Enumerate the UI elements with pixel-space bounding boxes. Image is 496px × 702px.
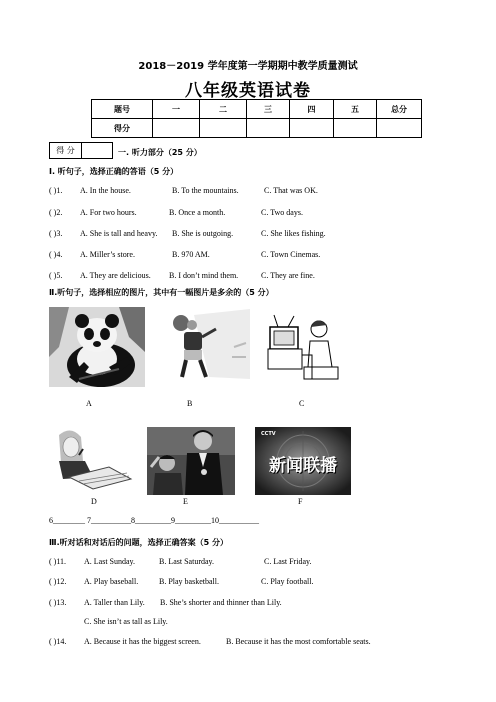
picture-caption: E xyxy=(183,497,188,506)
medal-winners-picture xyxy=(147,427,235,495)
exam-title: 2018－2019 学年度第一学期期中教学质量测试 xyxy=(138,61,358,72)
option-b: B. I don’t mind them. xyxy=(169,271,239,280)
score-table-cell: 四 xyxy=(290,100,334,119)
question-number[interactable]: ( )2. xyxy=(49,208,63,217)
section2-title: Ⅱ.听句子，选择相应的图片，其中有一幅图片是多余的（5 分） xyxy=(49,288,274,297)
option-a: A. Taller than Lily. xyxy=(84,598,145,607)
question-number[interactable]: ( )12. xyxy=(49,577,67,586)
score-box xyxy=(49,142,113,159)
score-table-cell: 三 xyxy=(247,100,290,119)
score-table-cell: 题号 xyxy=(92,100,153,119)
score-table-score-row xyxy=(92,119,422,138)
option-c: C. That was OK. xyxy=(264,186,318,195)
question-number[interactable]: ( )11. xyxy=(49,557,67,566)
news-broadcast-picture xyxy=(255,427,351,495)
score-input-cell[interactable] xyxy=(377,119,422,138)
option-c: C. Play football. xyxy=(261,577,314,586)
score-table-cell: 得分 xyxy=(92,119,153,138)
option-b: B. Once a month. xyxy=(169,208,226,217)
basketball-boy-picture xyxy=(154,307,250,387)
question-number[interactable]: ( )4. xyxy=(49,250,63,259)
part1-title: 一. 听力部分（25 分） xyxy=(118,148,202,157)
score-table xyxy=(91,99,422,138)
score-input-cell[interactable] xyxy=(290,119,334,138)
option-a: A. Play baseball. xyxy=(84,577,139,586)
answer-blanks[interactable]: 6________ 7__________8_________9_________10__________ xyxy=(49,516,259,525)
option-b: B. To the mountains. xyxy=(172,186,239,195)
option-a: A. For two hours. xyxy=(80,208,137,217)
option-a: A. Because it has the biggest screen. xyxy=(84,637,201,646)
woman-tv-picture xyxy=(264,307,344,387)
picture-caption: B xyxy=(187,399,193,408)
question-number[interactable]: ( )3. xyxy=(49,229,63,238)
score-table-cell: 五 xyxy=(334,100,377,119)
panda-picture xyxy=(49,307,145,387)
score-input-cell[interactable] xyxy=(247,119,290,138)
girl-reading-picture xyxy=(49,427,145,495)
option-c: C. They are fine. xyxy=(261,271,315,280)
picture-caption: C xyxy=(299,399,305,408)
score-table-cell: 总分 xyxy=(377,100,422,119)
option-b: B. She’s shorter and thinner than Lily. xyxy=(160,598,282,607)
score-input-cell[interactable] xyxy=(334,119,377,138)
option-a: A. She is tall and heavy. xyxy=(80,229,158,238)
option-c: C. Two days. xyxy=(261,208,303,217)
question-number[interactable]: ( )5. xyxy=(49,271,63,280)
exam-subtitle: 八年级英语试卷 xyxy=(185,81,311,101)
option-c: C. She likes fishing. xyxy=(261,229,326,238)
section3-title: Ⅲ.听对话和对话后的问题，选择正确答案（5 分） xyxy=(49,538,228,547)
score-box-label: 得 分 xyxy=(50,143,82,158)
option-b: B. Last Saturday. xyxy=(159,557,215,566)
option-b: B. Play basketball. xyxy=(159,577,219,586)
picture-caption: A xyxy=(86,399,92,408)
option-a: A. Last Sunday. xyxy=(84,557,136,566)
section1-title: Ⅰ. 听句子，选择正确的答语（5 分） xyxy=(49,167,179,176)
score-table-header-row xyxy=(92,100,422,119)
score-input-cell[interactable] xyxy=(200,119,247,138)
cctv-logo: CCTV xyxy=(261,431,276,437)
score-input-cell[interactable] xyxy=(153,119,200,138)
option-b: B. 970 AM. xyxy=(172,250,210,259)
option-a: A. They are delicious. xyxy=(80,271,151,280)
score-table-cell: 二 xyxy=(200,100,247,119)
score-table-cell: 一 xyxy=(153,100,200,119)
option-b: B. She is outgoing. xyxy=(172,229,234,238)
question-number[interactable]: ( )14. xyxy=(49,637,67,646)
picture-caption: D xyxy=(91,497,97,506)
question-number[interactable]: ( )13. xyxy=(49,598,67,607)
news-logo-text: 新闻联播 xyxy=(269,456,337,476)
option-a: A. In the house. xyxy=(80,186,131,195)
option-a: A. Miller’s store. xyxy=(80,250,135,259)
option-b: B. Because it has the most comfortable seats. xyxy=(226,637,371,646)
picture-caption: F xyxy=(298,497,303,506)
option-c: C. She isn’t as tall as Lily. xyxy=(84,617,168,626)
option-c: C. Last Friday. xyxy=(264,557,312,566)
question-number[interactable]: ( )1. xyxy=(49,186,63,195)
option-c: C. Town Cinemas. xyxy=(261,250,321,259)
